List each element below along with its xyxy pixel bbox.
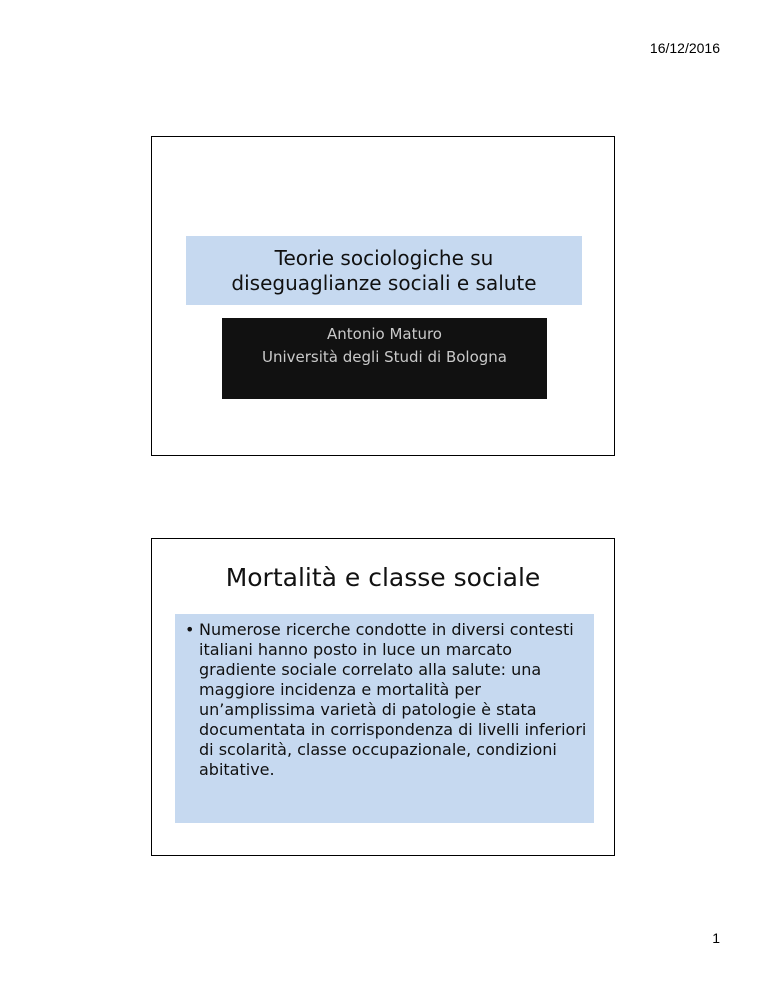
page-number: 1 <box>712 930 720 946</box>
slide-1-title: Teorie sociologiche su diseguaglianze sociali e salute <box>231 245 537 295</box>
slide-1-title-box <box>186 236 582 305</box>
slide-2 <box>151 538 615 856</box>
bullet-item <box>185 620 588 780</box>
slide-1 <box>151 136 615 456</box>
author-name: Antonio Maturo <box>327 325 442 343</box>
bullet-text: Numerose ricerche condotte in diversi contesti italiani hanno posto in luce un marcato gradiente sociale correlato alla salute: una maggiore incidenza e mortalità per un’amplissima varietà di patologie è stata documentata in corrispondenza di livelli inferiori di scolarità, classe occupazionale, condizioni abitative. <box>199 620 587 779</box>
author-affiliation: Università degli Studi di Bologna <box>262 348 507 366</box>
author-box <box>222 318 547 399</box>
bullet-box <box>175 614 594 823</box>
bullet-icon: • <box>185 620 195 639</box>
page-date: 16/12/2016 <box>649 40 720 56</box>
slide-2-title: Mortalità e classe sociale <box>225 563 541 592</box>
